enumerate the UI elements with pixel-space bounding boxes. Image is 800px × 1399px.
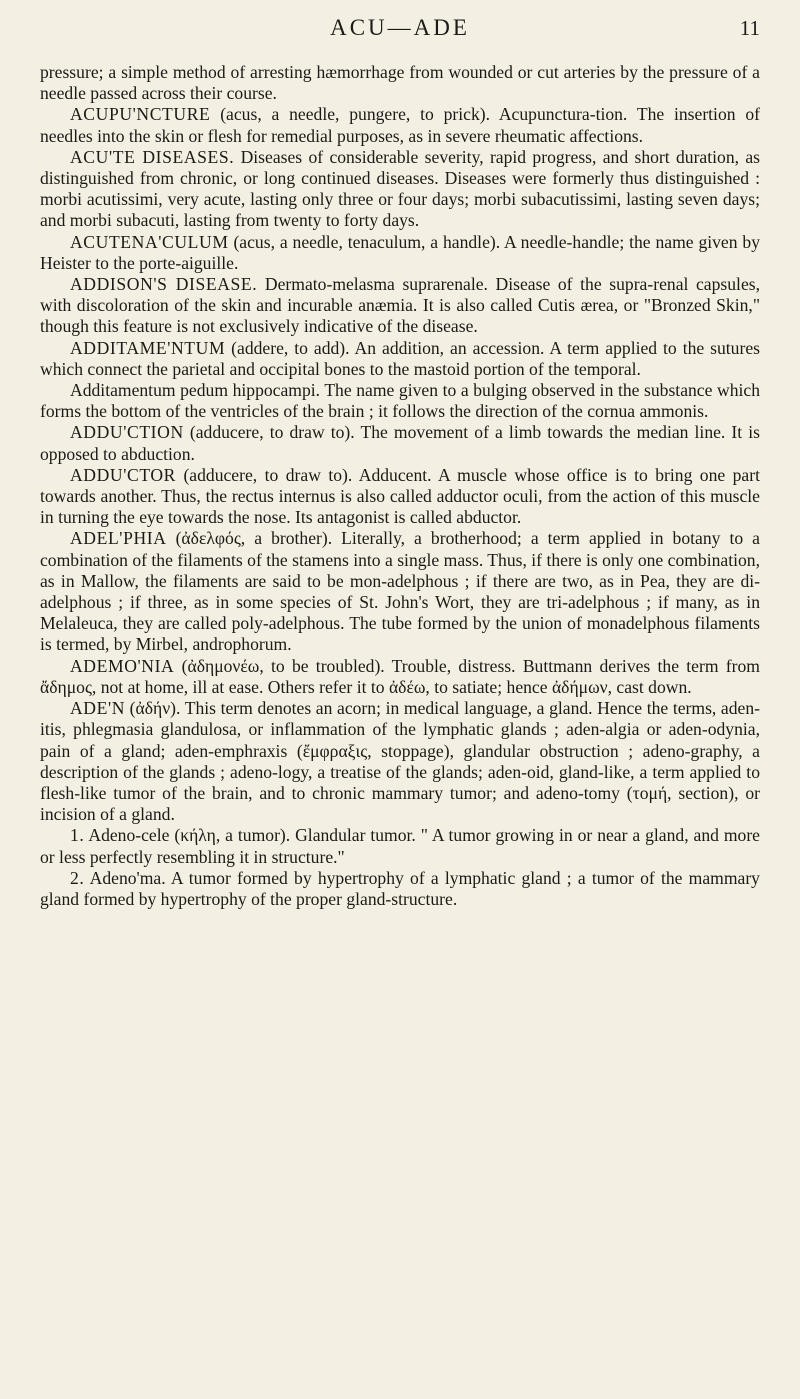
entry-headword: ADDISON'S DISEASE. — [70, 274, 258, 295]
entry-text: (acus, a needle, pungere, to prick). Acupunctura-tion. The insertion of needles into the skin or flesh for remedial purposes, as in severe rheumatic affections. — [40, 104, 761, 146]
entry-headword: ACUPU'NCTURE — [70, 104, 211, 125]
entry-ademonia — [40, 656, 760, 698]
entry-text: (ἀδελφός, a brother). Literally, a brotherhood; a term applied in botany to a combination of the filaments of the stamens into a single mass. Thus, if there is only one combination, as in Mallow, the filaments are said to be mon-adelphous ; if there are two, as in Pea, they are di-adelphous ; if three, as in some species of St. John's Wort, they are tri-adelphous ; if many, as in Melaleuca, they are called poly-adelphous. The tube formed by the union of monadelphous filaments is termed, by Mirbel, androphorum. — [40, 528, 760, 655]
dictionary-entries — [40, 62, 760, 910]
entry-text: Diseases of considerable severity, rapid progress, and short duration, as distinguished from chronic, or long continued diseases. Diseases were formerly thus distinguished : morbi acutissimi, very acute, lasting only three or four days; morbi subacutissimi, lasting seven days; and morbi subacuti, lasting from twenty to forty days. — [40, 146, 760, 231]
entry-additamentum — [40, 338, 760, 380]
entry-0 — [40, 62, 760, 104]
entry-text: (adducere, to draw to). Adducent. A muscle whose office is to bring one part towards another. Thus, the rectus internus is also called adductor oculi, from the action of this muscle in turning the eye towards the nose. Its antagonist is called abductor. — [40, 464, 760, 528]
running-head: ACU—ADE — [330, 15, 470, 40]
entry-text: Adeno-cele (κήλη, a tumor). Glandular tumor. " A tumor growing in or near a gland, and more or less perfectly resembling it in structure." — [40, 825, 760, 867]
entry-adenoma — [40, 868, 760, 910]
entry-headword: ADDU'CTION — [70, 422, 184, 443]
entry-headword: ADDU'CTOR — [70, 464, 176, 485]
entry-adductor — [40, 465, 760, 529]
entry-text: (ἀδημονέω, to be troubled). Trouble, distress. Buttmann derives the term from ἄδημος, not at home, ill at ease. Others refer it to ἀδέω, to satiate; hence ἀδήμων, cast down. — [40, 655, 760, 697]
entry-text: (adducere, to draw to). The movement of a limb towards the median line. It is opposed to abduction. — [40, 422, 761, 464]
entry-text: pressure; a simple method of arresting hæmorrhage from wounded or cut arteries by the pressure of a needle passed across their course. — [40, 62, 760, 104]
entry-number: 2. — [70, 867, 85, 888]
entry-acute-diseases — [40, 147, 760, 232]
entry-additamentum-pedum — [40, 380, 760, 422]
entry-text: Dermato-melasma suprarenale. Disease of the supra-renal capsules, with discoloration of the skin and incurable anæmia. It is also called Cutis ærea, or "Bronzed Skin," though this feature is not exclusively indicative of the disease. — [40, 274, 760, 337]
entry-aden — [40, 698, 760, 825]
page-number: 11 — [739, 16, 760, 40]
entry-text: Additamentum pedum hippocampi. The name given to a bulging observed in the substance which forms the bottom of the ventricles of the brain ; it follows the direction of the cornua ammonis. — [40, 380, 760, 422]
entry-text: (ἀδήν). This term denotes an acorn; in medical language, a gland. Hence the terms, aden-itis, phlegmasia glandulosa, or inflammation of the lymphatic glands ; aden-algia or aden-odynia, pain of a gland; aden-emphraxis (ἔμφραξις, stoppage), glandular obstruction ; adeno-graphy, a description of the glands ; adeno-logy, a treatise of the glands; aden-oid, gland-like, a term applied to flesh-like tumor of the brain, and to chronic mammary tumor; and adeno-tomy (τομή, section), or incision of a gland. — [40, 698, 760, 825]
entry-headword: ACUTENA'CULUM — [70, 231, 229, 252]
entry-text: (addere, to add). An addition, an accession. A term applied to the sutures which connect the parietal and occipital bones to the mastoid portion of the temporal. — [40, 337, 760, 379]
entry-acupuncture — [40, 104, 760, 146]
entry-headword: ADDITAME'NTUM — [70, 337, 226, 358]
entry-headword: ADEL'PHIA — [70, 528, 167, 549]
entry-acutenaculum — [40, 232, 760, 274]
entry-number: 1. — [70, 825, 85, 846]
page-header — [40, 8, 760, 48]
entry-adduction — [40, 422, 760, 464]
entry-headword: ADEMO'NIA — [70, 655, 175, 676]
entry-adenocele — [40, 825, 760, 867]
entry-adelphia — [40, 528, 760, 655]
entry-headword: ADE'N — [70, 698, 126, 719]
entry-text: Adeno'ma. A tumor formed by hypertrophy of a lymphatic gland ; a tumor of the mammary gland formed by hypertrophy of the proper gland-structure. — [40, 867, 760, 909]
entry-addisons-disease — [40, 274, 760, 338]
entry-headword: ACU'TE DISEASES. — [70, 146, 235, 167]
entry-text: (acus, a needle, tenaculum, a handle). A needle-handle; the name given by Heister to the porte-aiguille. — [40, 231, 761, 273]
